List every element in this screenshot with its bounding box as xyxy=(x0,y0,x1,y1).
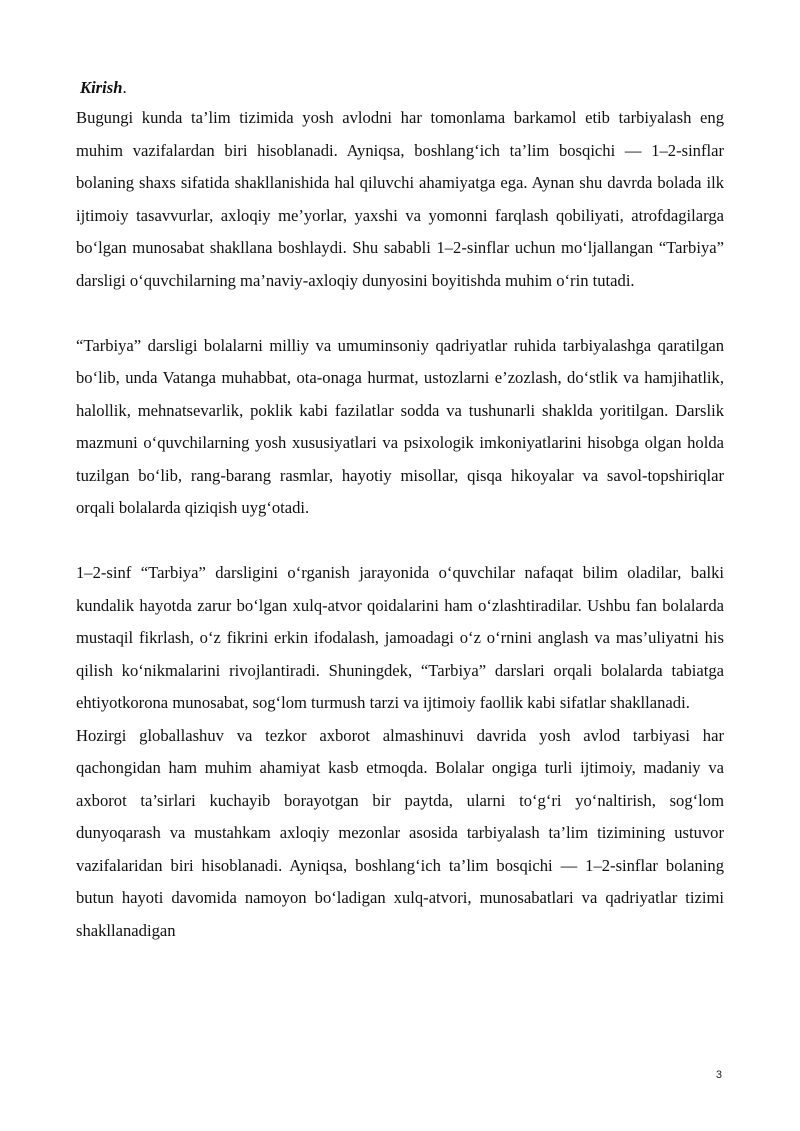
paragraph-3: 1–2-sinf “Tarbiya” darsligini o‘rganish jarayonida o‘quvchilar nafaqat bilim oladilar, balki kundalik hayotda zarur bo‘lgan xulq-atvor qoidalarini ham o‘zlashtiradilar. Ushbu fan bolalarda mustaqil fikrlash, o‘z fikrini erkin ifodalash, jamoadagi o‘z o‘rnini anglash va mas’uliyatni his qilish ko‘nikmalarini rivojlantiradi. Shuningdek, “Tarbiya” darslari orqali bolalarda tabiatga ehtiyotkorona munosabat, sog‘lom turmush tarzi va ijtimoiy faollik kabi sifatlar shakllanadi. xyxy=(76,563,724,712)
paragraph-spacer xyxy=(76,297,724,330)
paragraph-1: Bugungi kunda ta’lim tizimida yosh avlodni har tomonlama barkamol etib tarbiyalash eng muhim vazifalardan biri hisoblanadi. Ayniqsa, boshlang‘ich ta’lim bosqichi — 1–2-sinflar bolaning shaxs sifatida shakllanishida hal qiluvchi ahamiyatga ega. Aynan shu davrda bolada ilk ijtimoiy tasavvurlar, axloqiy me’yorlar, yaxshi va yomonni farqlash qobiliyati, atrofdagilarga bo‘lgan munosabat shakllana boshlaydi. Shu sababli 1–2-sinflar uchun mo‘ljallangan “Tarbiya” darsligi o‘quvchilarning ma’naviy-axloqiy dunyosini boyitishda muhim o‘rin tutadi. xyxy=(76,108,724,290)
section-heading-word: Kirish xyxy=(80,78,123,97)
paragraph-4: Hozirgi globallashuv va tezkor axborot almashinuvi davrida yosh avlod tarbiyasi har qachongidan ham muhim ahamiyat kasb etmoqda. Bolalar ongiga turli ijtimoiy, madaniy va axborot ta’sirlari kuchayib borayotgan bir paytda, ularni to‘g‘ri yo‘naltirish, sog‘lom dunyoqarash va mustahkam axloqiy mezonlar asosida tarbiyalash ta’lim tizimining ustuvor vazifalaridan biri hisoblanadi. Ayniqsa, boshlang‘ich ta’lim bosqichi — 1–2-sinflar bolaning butun hayoti davomida namoyon bo‘ladigan xulq-atvori, munosabatlari va qadriyatlar tizimi shakllanadigan xyxy=(76,725,724,940)
section-heading xyxy=(76,74,724,102)
document-body xyxy=(76,74,724,947)
section-heading-punctuation: . xyxy=(122,78,127,97)
paragraph-spacer xyxy=(76,525,724,558)
paragraph-2: “Tarbiya” darsligi bolalarni milliy va umuminsoniy qadriyatlar ruhida tarbiyalashga qaratilgan bo‘lib, unda Vatanga muhabbat, ota-onaga hurmat, ustozlarni e’zozlash, do‘stlik va hamjihatlik, halollik, mehnatsevarlik, poklik kabi fazilatlar sodda va tushunarli shaklda yoritilgan. Darslik mazmuni o‘quvchilarning yosh xususiyatlari va psixologik imkoniyatlarini hisobga olgan holda tuzilgan bo‘lib, rang-barang rasmlar, hayotiy misollar, qisqa hikoyalar va savol-topshiriqlar orqali bolalarda qiziqish uyg‘otadi. xyxy=(76,335,724,517)
page-number: 3 xyxy=(715,1069,722,1081)
